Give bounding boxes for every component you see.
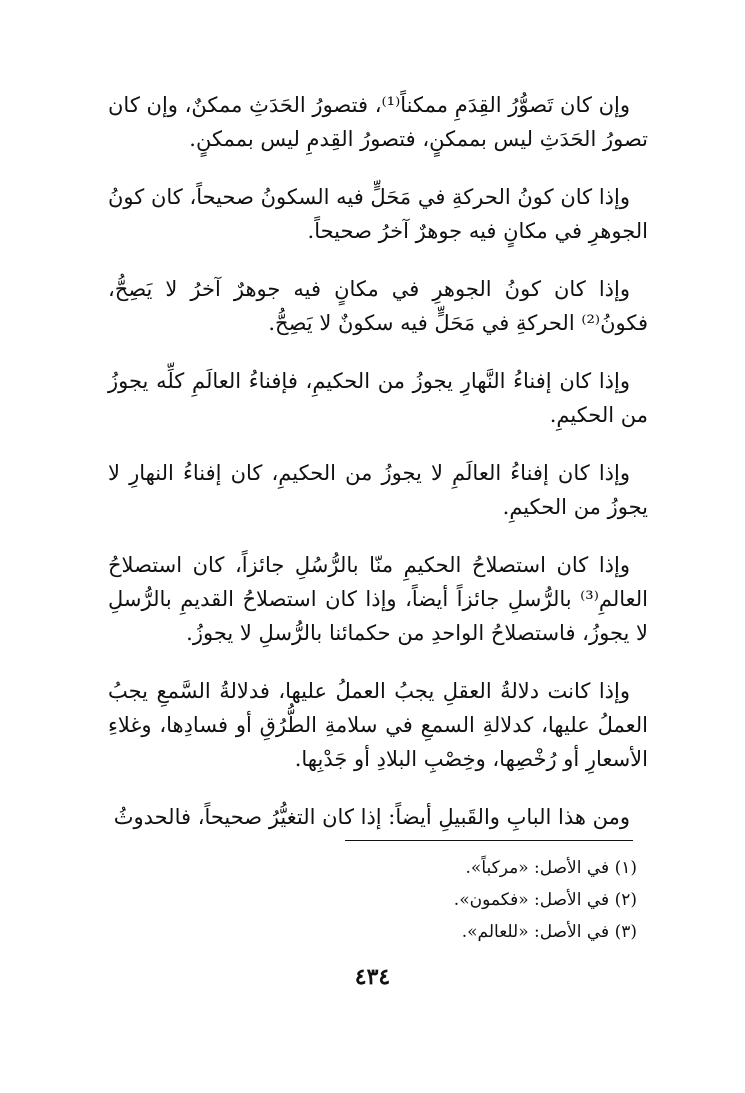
paragraph: وإذا كانت دلالةُ العقلِ يجبُ العملُ عليها، فدلالةُ السَّمعِ يجبُ العملُ عليها، كدلالةِ السمعِ في سلامةِ الطُّرُقِ أو فسادِها، وغلاءِ الأسعارِ أو رُخْصِها، وخِصْبِ البلادِ أو جَدْبِها. [108,679,648,771]
paragraph: وإذا كان كونُ الجوهرِ في مكانٍ فيه جوهرٌ آخرُ لا يَصِحُّ، فكونُ⁽²⁾ الحركةِ في مَحَلٍّ فيه سكونٌ لا يَصِحُّ. [108,277,648,335]
page-number: ٤٣٤ [354,964,391,990]
footnotes [217,852,637,948]
footnote-separator [345,840,633,841]
paragraph: وإن كان تَصوُّرُ القِدَمِ ممكناً⁽¹⁾، فتصورُ الحَدَثِ ممكنٌ، وإن كان تصورُ الحَدَثِ ليس بممكنٍ، فتصورُ القِدمِ ليس بممكنٍ. [108,93,648,151]
paragraph: وإذا كان إفناءُ النَّهارِ يجوزُ من الحكيمِ، فإفناءُ العالَمِ كلِّه يجوزُ من الحكيمِ. [108,369,648,427]
paragraph: ومن هذا البابِ والقَبيلِ أيضاً: إذا كان التغيُّرُ صحيحاً، فالحدوثُ [113,805,630,829]
footnote: (٣) في الأصل: «للعالم». [461,922,637,942]
paragraph: وإذا كان كونُ الحركةِ في مَحَلٍّ فيه السكونُ صحيحاً، كان كونُ الجوهرِ في مكانٍ فيه جوهرٌ آخرُ صحيحاً. [108,185,648,243]
paragraph: وإذا كان إفناءُ العالَمِ لا يجوزُ من الحكيمِ، كان إفناءُ النهارِ لا يجوزُ من الحكيمِ. [108,461,648,519]
footnote: (١) في الأصل: «مركباً». [465,858,637,878]
main-text [108,88,648,858]
footnote: (٢) في الأصل: «فكمون». [453,890,637,910]
paragraph: وإذا كان استصلاحُ الحكيمِ منّا بالرُّسُلِ جائزاً، كان استصلاحُ العالمِ⁽³⁾ بالرُّسلِ جائزاً أيضاً، وإذا كان استصلاحُ القديمِ بالرُّسلِ لا يجوزُ، فاستصلاحُ الواحدِ من حكمائنا بالرُّسلِ لا يجوزُ. [108,553,648,645]
